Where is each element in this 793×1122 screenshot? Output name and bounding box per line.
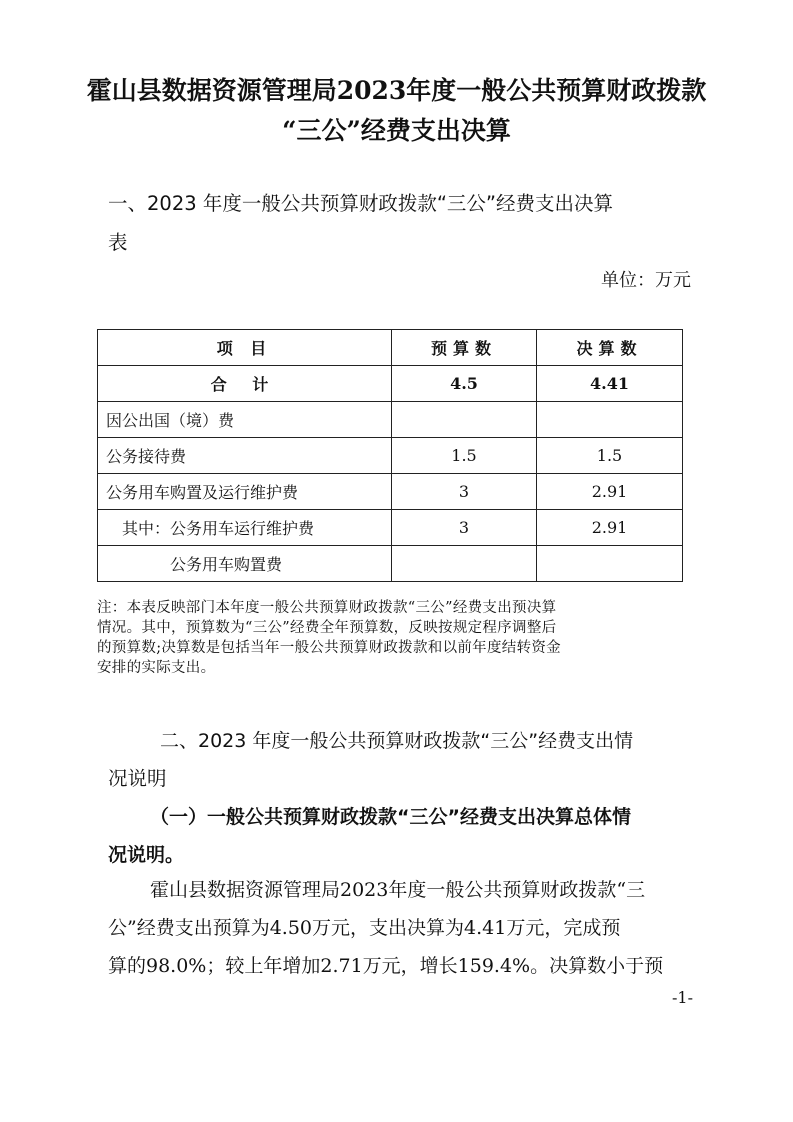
subsection1-heading-line-1: （一）一般公共预算财政拨款“三公”经费支出决算总体情 [150, 806, 631, 828]
section2-heading-line-2: 况说明 [108, 767, 167, 790]
row-budget: 4.5 [392, 366, 537, 402]
body-line: 算的98.0%；较上年增加2.71万元，增长159.4%。决算数小于预 [108, 955, 664, 977]
note-line: 的预算数;决算数是包括当年一般公共预算财政拨款和以前年度结转资金 [97, 640, 561, 656]
row-final: 4.41 [537, 366, 683, 402]
row-budget [392, 546, 537, 582]
note-line: 安排的实际支出。 [97, 660, 216, 676]
header-final: 决算数 [537, 330, 683, 366]
row-item: 公务用车购置费 [98, 546, 392, 582]
row-budget: 1.5 [392, 438, 537, 474]
row-budget: 3 [392, 510, 537, 546]
document-title-line-2: “三公”经费支出决算 [282, 116, 511, 145]
section2-heading-line-1: 二、2023 年度一般公共预算财政拨款“三公”经费支出情 [160, 730, 634, 752]
unit-label: 单位：万元 [601, 270, 691, 291]
row-budget [392, 402, 537, 438]
table-row [98, 474, 683, 510]
header-budget: 预算数 [392, 330, 537, 366]
section1-heading-line-2: 表 [108, 231, 128, 254]
row-final: 1.5 [537, 438, 683, 474]
note-line: 注：本表反映部门本年度一般公共预算财政拨款“三公”经费支出预决算 [97, 600, 557, 616]
row-final [537, 546, 683, 582]
subsection1-heading-line-2: 况说明。 [108, 844, 185, 866]
table-row-total [98, 366, 683, 402]
row-item: 公务用车购置及运行维护费 [98, 474, 392, 510]
row-item: 合 计 [98, 366, 392, 402]
row-final: 2.91 [537, 510, 683, 546]
row-final: 2.91 [537, 474, 683, 510]
table-row [98, 438, 683, 474]
row-budget: 3 [392, 474, 537, 510]
row-item: 因公出国（境）费 [98, 402, 392, 438]
expense-table [97, 329, 683, 582]
body-line: 公”经费支出预算为4.50万元，支出决算为4.41万元，完成预 [108, 917, 621, 939]
document-title-line-1: 霍山县数据资源管理局2023年度一般公共预算财政拨款 [86, 76, 707, 105]
table-row [98, 546, 683, 582]
table-note [97, 598, 697, 678]
note-line: 情况。其中，预算数为“三公”经费全年预算数，反映按规定程序调整后 [97, 620, 557, 636]
table-row [98, 510, 683, 546]
table-header-row [98, 330, 683, 366]
body-line: 霍山县数据资源管理局2023年度一般公共预算财政拨款“三 [150, 879, 646, 901]
section1-heading-line-1: 一、2023 年度一般公共预算财政拨款“三公”经费支出决算 [108, 192, 614, 215]
row-final [537, 402, 683, 438]
row-item: 其中：公务用车运行维护费 [98, 510, 392, 546]
row-item: 公务接待费 [98, 438, 392, 474]
table-row [98, 402, 683, 438]
page-number: -1- [672, 988, 693, 1007]
header-item: 项 目 [98, 330, 392, 366]
